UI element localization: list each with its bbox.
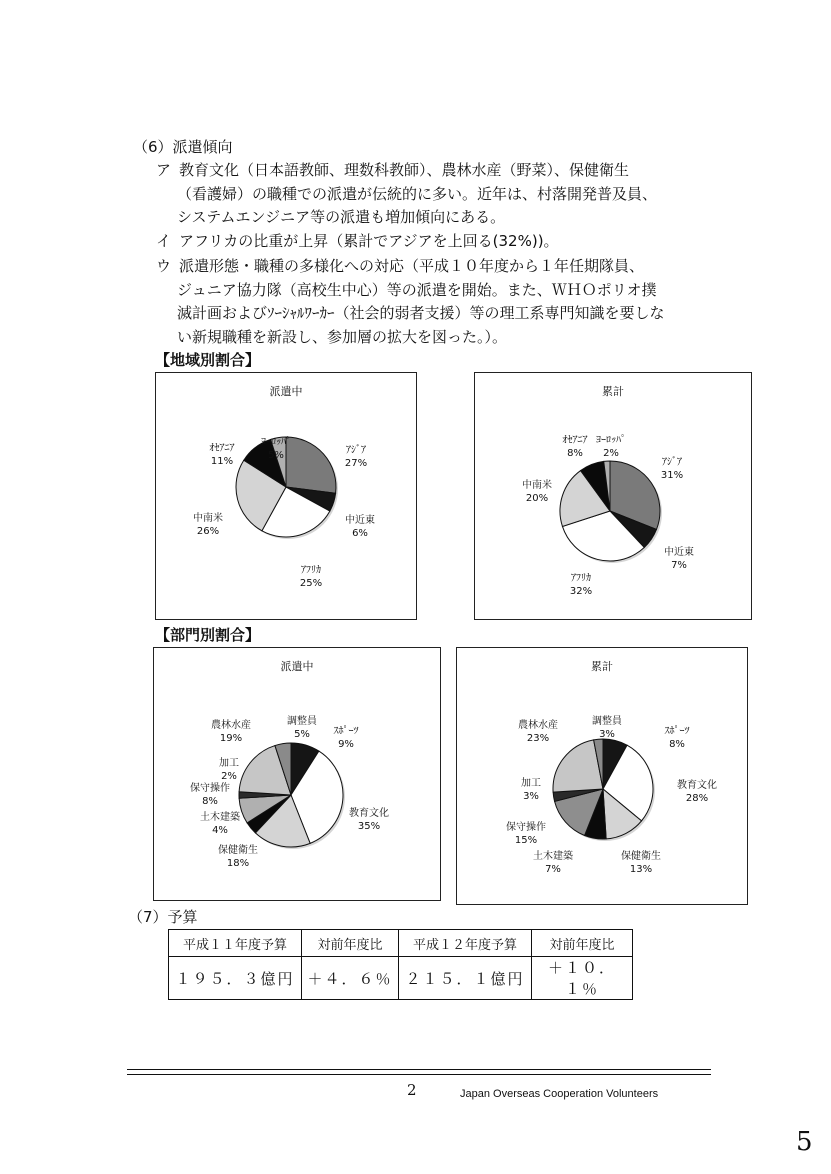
slice-label: 農林水産: [211, 720, 251, 731]
slice-label: ﾖｰﾛｯﾊﾟ: [596, 435, 626, 446]
page-number: 2: [407, 1081, 417, 1099]
budget-header-cell: 平成１２年度予算: [399, 930, 532, 957]
item-a-line3: システムエンジニア等の派遣も増加傾向にある。: [177, 208, 506, 226]
chart-regional-cumulative: [474, 372, 752, 620]
slice-percent: 6%: [352, 528, 368, 539]
slice-label: ｱﾌﾘｶ: [301, 565, 321, 576]
slice-label: 中南米: [193, 513, 223, 524]
slice-label: ｱｼﾞｱ: [662, 457, 682, 468]
slice-percent: 7%: [545, 864, 561, 875]
slice-percent: 28%: [685, 793, 709, 804]
slice-percent: 27%: [344, 458, 368, 469]
budget-header-cell: 平成１１年度予算: [169, 930, 302, 957]
section-7-title: （7）予算: [128, 908, 198, 926]
footer-rule-bottom: [127, 1074, 711, 1075]
slice-label: ﾖｰﾛｯﾊﾟ: [261, 437, 291, 448]
slice-percent: 4%: [212, 825, 228, 836]
budget-value-cell: ２１５．１億円: [399, 957, 532, 1000]
slice-percent: 25%: [299, 578, 323, 589]
budget-header-cell: 対前年度比: [532, 930, 633, 957]
chart-title: 累計: [591, 660, 613, 673]
slice-percent: 32%: [569, 586, 593, 597]
chart-title: 派遣中: [280, 660, 314, 673]
item-u-line2: ジュニア協力隊（高校生中心）等の派遣を開始。また、ＷＨＯポリオ撲: [177, 281, 657, 299]
slice-percent: 7%: [671, 560, 687, 571]
item-a-marker: ア: [156, 161, 172, 179]
slice-percent: 11%: [210, 456, 234, 467]
corner-page-number: 5: [796, 1127, 813, 1157]
slice-label: 加工: [521, 778, 541, 789]
slice-label: 保守操作: [506, 822, 546, 833]
budget-header-row: [169, 930, 633, 957]
chart-title: 累計: [602, 385, 624, 398]
slice-percent: 9%: [338, 739, 354, 750]
footer-org: Japan Overseas Cooperation Volunteers: [460, 1088, 659, 1100]
section-6-title: （6）派遣傾向: [133, 138, 233, 156]
slice-percent: 26%: [196, 526, 220, 537]
slice-label: ｱｼﾞｱ: [346, 445, 366, 456]
item-u-line1: 派遣形態・職種の多様化への対応（平成１０年度から１年任期隊員、: [179, 257, 645, 275]
slice-label: 調整員: [287, 716, 317, 727]
slice-percent: 2%: [603, 448, 619, 459]
budget-value-cell: ＋１０．１％: [532, 957, 633, 1000]
regional-heading: 【地域別割合】: [155, 351, 261, 369]
slice-label: 教育文化: [349, 808, 389, 819]
slice-label: ｵｾｱﾆｱ: [562, 435, 588, 446]
slice-percent: 15%: [514, 835, 538, 846]
slice-percent: 35%: [357, 821, 381, 832]
slice-percent: 20%: [525, 493, 549, 504]
slice-percent: 3%: [523, 791, 539, 802]
slice-percent: 5%: [268, 450, 284, 461]
sector-heading: 【部門別割合】: [155, 626, 261, 644]
slice-percent: 3%: [599, 729, 615, 740]
pie-chart-sector-cumulative: [457, 648, 747, 904]
budget-value-cell: ＋４．６％: [302, 957, 399, 1000]
slice-percent: 13%: [629, 864, 653, 875]
slice-label: 中南米: [522, 480, 552, 491]
chart-regional-current: [155, 372, 417, 620]
budget-value-row: [169, 957, 633, 1000]
slice-label: 中近東: [664, 547, 694, 558]
pie-chart-sector-current: [154, 648, 440, 900]
pie-chart-regional-cumulative: [475, 373, 751, 619]
slice-label: 保健衛生: [218, 845, 258, 856]
chart-title: 派遣中: [269, 385, 303, 398]
slice-label: ｵｾｱﾆｱ: [209, 443, 235, 454]
slice-percent: 5%: [294, 729, 310, 740]
slice-label: ｱﾌﾘｶ: [571, 573, 591, 584]
slice-label: ｽﾎﾟｰﾂ: [664, 726, 690, 737]
item-i-marker: イ: [156, 232, 172, 250]
slice-percent: 18%: [226, 858, 250, 869]
budget-table: [168, 929, 633, 1000]
item-u-line3: 滅計画およびｿｰｼｬﾙﾜｰｶｰ（社会的弱者支援）等の理工系専門知識を要しな: [177, 304, 665, 322]
chart-sector-current: [153, 647, 441, 901]
slice-label: 土木建築: [533, 851, 573, 862]
item-a-line1: 教育文化（日本語教師、理数科教師）、農林水産（野菜）、保健衛生: [179, 161, 630, 179]
slice-label: 保健衛生: [621, 851, 661, 862]
item-i-line1: アフリカの比重が上昇（累計でアジアを上回る(32%))。: [179, 232, 559, 250]
budget-header-cell: 対前年度比: [302, 930, 399, 957]
slice-label: 教育文化: [677, 780, 717, 791]
slice-percent: 31%: [660, 470, 684, 481]
slice-label: 農林水産: [518, 720, 558, 731]
slice-label: 保守操作: [190, 783, 230, 794]
slice-percent: 19%: [219, 733, 243, 744]
slice-label: 調整員: [592, 716, 622, 727]
slice-label: 中近東: [345, 515, 375, 526]
slice-label: ｽﾎﾟｰﾂ: [333, 726, 359, 737]
slice-label: 土木建築: [200, 812, 240, 823]
pie-chart-regional-current: [156, 373, 416, 619]
item-u-marker: ウ: [156, 257, 172, 275]
slice-percent: 8%: [567, 448, 583, 459]
item-a-line2: （看護婦）の職種での派遣が伝統的に多い。近年は、村落開発普及員、: [177, 185, 658, 203]
chart-sector-cumulative: [456, 647, 748, 905]
slice-percent: 2%: [221, 771, 237, 782]
budget-value-cell: １９５．３億円: [169, 957, 302, 1000]
slice-label: 加工: [219, 758, 239, 769]
slice-percent: 8%: [669, 739, 685, 750]
slice-percent: 8%: [202, 796, 218, 807]
pie-slice: [286, 437, 336, 493]
footer-rule-top: [127, 1069, 711, 1070]
slice-percent: 23%: [526, 733, 550, 744]
item-u-line4: い新規職種を新設し、参加層の拡大を図った。）。: [177, 328, 508, 346]
